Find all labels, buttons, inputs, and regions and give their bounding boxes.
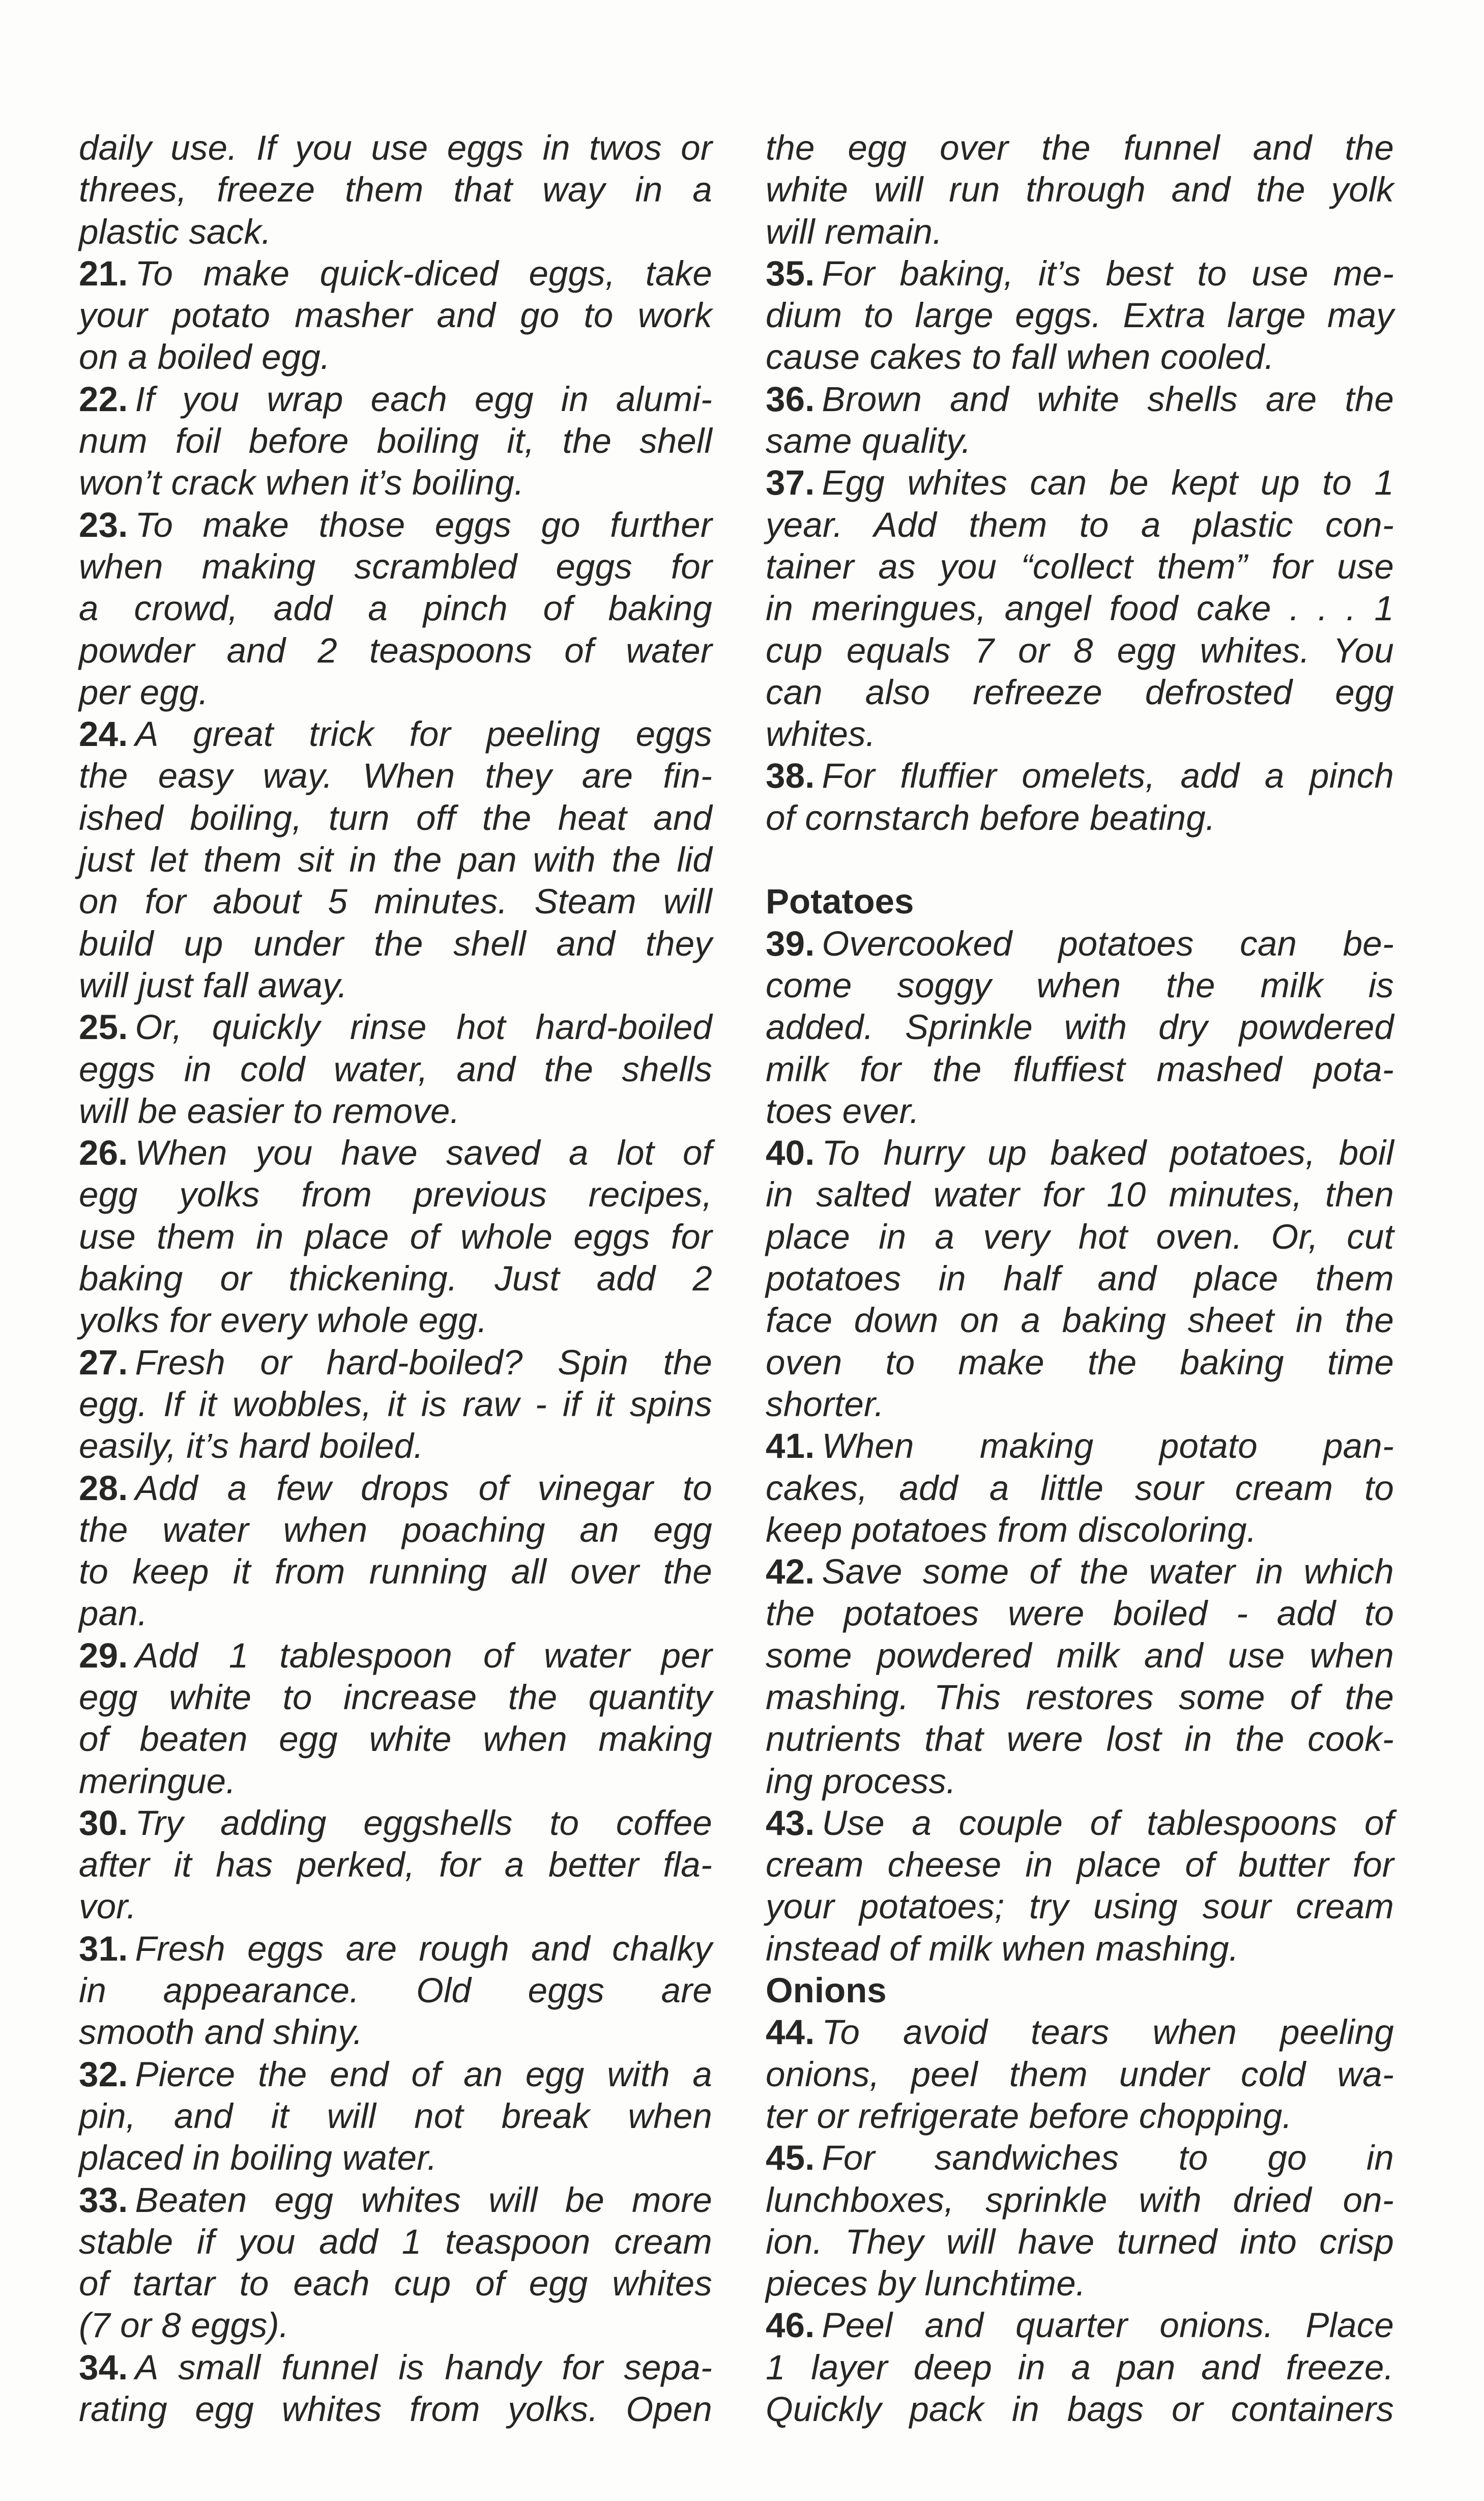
tip-item — [79, 504, 712, 713]
line-text: same quality. — [766, 421, 971, 461]
text-line — [79, 1635, 712, 1677]
text-line — [79, 2389, 712, 2430]
tip-number: 30. — [79, 1803, 128, 1843]
text-line — [79, 1007, 712, 1048]
tip-number: 36. — [766, 379, 815, 419]
tip-number: 31. — [79, 1929, 128, 1968]
text-line — [79, 2011, 712, 2053]
line-text: Egg whites can be kept up to 1 — [822, 463, 1394, 503]
line-text: toes ever. — [766, 1091, 920, 1131]
tip-number: 23. — [79, 505, 128, 544]
continued-text — [766, 127, 1394, 253]
line-text: Brown and white shells are the — [822, 379, 1394, 419]
tip-item — [766, 2011, 1394, 2137]
line-text: after it has perked, for a better fla- — [79, 1845, 712, 1885]
line-text: per egg. — [79, 672, 209, 712]
line-text: When you have saved a lot of — [135, 1133, 712, 1173]
line-text: placed in boiling water. — [79, 2138, 438, 2178]
text-line — [766, 2221, 1394, 2263]
tip-item — [766, 2305, 1394, 2430]
text-line — [79, 1928, 712, 1970]
text-line — [766, 1174, 1394, 1216]
tip-item — [79, 1802, 712, 1928]
text-line — [79, 1886, 712, 1928]
line-text: eggs in cold water, and the shells — [79, 1049, 712, 1089]
text-line — [766, 2137, 1394, 2179]
line-text: Pierce the end of an egg with a — [135, 2054, 712, 2094]
tip-item — [79, 379, 712, 504]
tip-item — [79, 1342, 712, 1468]
tip-number: 29. — [79, 1635, 128, 1675]
line-text: Add 1 tablespoon of water per — [135, 1635, 712, 1675]
text-line — [766, 1425, 1394, 1467]
tip-number: 40. — [766, 1133, 815, 1173]
tip-item — [766, 755, 1394, 839]
text-line — [79, 2263, 712, 2305]
text-line — [79, 1551, 712, 1593]
line-text: white will run through and the yolk — [766, 170, 1394, 210]
text-line — [766, 923, 1394, 965]
line-text: in salted water for 10 minutes, then — [766, 1175, 1394, 1215]
text-line — [79, 1216, 712, 1258]
tip-number: 22. — [79, 379, 128, 419]
text-line — [766, 630, 1394, 672]
text-line — [79, 588, 712, 629]
text-line — [766, 1468, 1394, 1509]
line-text: meringue. — [79, 1761, 236, 1801]
text-line — [79, 462, 712, 504]
tip-item — [79, 1007, 712, 1132]
tip-number: 28. — [79, 1468, 128, 1508]
text-line — [766, 797, 1394, 839]
text-line — [79, 2137, 712, 2179]
text-line — [79, 295, 712, 336]
line-text: will be easier to remove. — [79, 1091, 460, 1131]
line-text: the easy way. When they are fin- — [79, 756, 712, 796]
text-line — [766, 2095, 1394, 2137]
text-line — [766, 2305, 1394, 2346]
line-text: Add a few drops of vinegar to — [135, 1468, 712, 1508]
text-line — [79, 1384, 712, 1425]
tip-number: 39. — [766, 924, 815, 963]
text-line — [766, 965, 1394, 1007]
tip-item — [79, 253, 712, 379]
text-line — [79, 2347, 712, 2389]
text-line — [766, 2347, 1394, 2389]
line-text: onions, peel them under cold wa- — [766, 2054, 1394, 2094]
text-line — [766, 2011, 1394, 2053]
text-line — [79, 1049, 712, 1090]
text-line — [79, 504, 712, 546]
tip-number: 32. — [79, 2054, 128, 2094]
line-text: when making scrambled eggs for — [79, 547, 712, 586]
tip-item — [79, 2054, 712, 2179]
line-text: Fresh or hard-boiled? Spin the — [135, 1342, 712, 1382]
line-text: For fluffier omelets, add a pinch — [822, 756, 1394, 796]
tip-number: 34. — [79, 2347, 128, 2387]
text-line — [766, 1216, 1394, 1258]
text-line — [766, 1844, 1394, 1886]
tip-number: 35. — [766, 253, 815, 293]
tip-item — [766, 1802, 1394, 1970]
text-line — [79, 1174, 712, 1216]
text-line — [79, 546, 712, 588]
line-text: on a boiled egg. — [79, 337, 331, 377]
line-text: Overcooked potatoes can be- — [822, 924, 1394, 963]
text-line — [79, 1844, 712, 1886]
line-text: place in a very hot oven. Or, cut — [766, 1217, 1394, 1256]
text-line — [79, 1300, 712, 1341]
right-column — [766, 127, 1394, 2430]
line-text: stable if you add 1 teaspoon cream — [79, 2222, 712, 2261]
line-text: To avoid tears when peeling — [822, 2013, 1394, 2052]
line-text: Save some of the water in which — [822, 1552, 1394, 1592]
text-line — [79, 211, 712, 253]
section-heading: Potatoes — [766, 882, 914, 922]
tip-item — [766, 379, 1394, 463]
line-text: in appearance. Old eggs are — [79, 1971, 712, 2010]
text-line — [766, 379, 1394, 420]
text-line — [766, 253, 1394, 295]
line-text: powder and 2 teaspoons of water — [79, 630, 712, 670]
text-line — [766, 1007, 1394, 1048]
line-text: For sandwiches to go in — [822, 2138, 1394, 2178]
line-text: ter or refrigerate before chopping. — [766, 2096, 1292, 2136]
tip-number: 37. — [766, 463, 815, 503]
continued-text — [79, 127, 712, 253]
line-text: mashing. This restores some of the — [766, 1677, 1394, 1717]
text-line — [79, 2305, 712, 2346]
text-line — [79, 1468, 712, 1509]
line-text: Beaten egg whites will be more — [135, 2180, 712, 2220]
line-text: Or, quickly rinse hot hard-boiled — [135, 1008, 712, 1047]
line-text: Use a couple of tablespoons of — [822, 1803, 1394, 1843]
text-line — [766, 1593, 1394, 1634]
text-line — [766, 546, 1394, 588]
line-text: cream cheese in place of butter for — [766, 1845, 1394, 1885]
line-text: of cornstarch before beating. — [766, 798, 1216, 838]
text-line — [79, 336, 712, 378]
tip-number: 21. — [79, 253, 128, 293]
text-line — [766, 295, 1394, 336]
text-line — [766, 1718, 1394, 1760]
tip-item — [79, 2179, 712, 2347]
tip-item — [766, 462, 1394, 755]
text-line — [766, 504, 1394, 546]
tip-number: 25. — [79, 1008, 128, 1047]
line-text: ished boiling, turn off the heat and — [79, 798, 712, 838]
text-line — [79, 1802, 712, 1844]
line-text: smooth and shiny. — [79, 2013, 363, 2052]
line-text: pieces by lunchtime. — [766, 2264, 1086, 2304]
line-text: tainer as you “collect them” for use — [766, 547, 1394, 586]
text-line — [766, 1342, 1394, 1384]
line-text: 1 layer deep in a pan and freeze. — [766, 2347, 1394, 2387]
line-text: A great trick for peeling eggs — [135, 714, 712, 754]
text-line — [79, 965, 712, 1007]
text-line — [766, 1761, 1394, 1802]
line-text: instead of milk when mashing. — [766, 1929, 1239, 1968]
text-line — [766, 2179, 1394, 2221]
text-line — [79, 1132, 712, 1174]
line-text: in meringues, angel food cake . . . 1 — [766, 589, 1394, 628]
line-text: to keep it from running all over the — [79, 1552, 712, 1592]
line-text: pan. — [79, 1594, 148, 1633]
text-line — [766, 1928, 1394, 1970]
text-line — [766, 1677, 1394, 1718]
line-text: Try adding eggshells to coffee — [135, 1803, 712, 1843]
tip-item — [79, 1635, 712, 1802]
text-line — [766, 127, 1394, 169]
line-text: will remain. — [766, 212, 943, 251]
text-line — [766, 1802, 1394, 1844]
line-text: won’t crack when it’s boiling. — [79, 463, 525, 503]
text-line — [79, 127, 712, 169]
text-line — [79, 1677, 712, 1718]
tip-number: 44. — [766, 2013, 815, 2052]
text-line — [766, 1300, 1394, 1341]
line-text: will just fall away. — [79, 965, 348, 1005]
text-line — [79, 672, 712, 713]
line-text: your potato masher and go to work — [79, 296, 712, 335]
text-line — [766, 1132, 1394, 1174]
text-line — [79, 1593, 712, 1634]
line-text: added. Sprinkle with dry powdered — [766, 1008, 1394, 1047]
line-text: cause cakes to fall when cooled. — [766, 337, 1274, 377]
text-line — [79, 1090, 712, 1132]
text-line — [766, 169, 1394, 211]
text-line — [79, 630, 712, 672]
line-text: the water when poaching an egg — [79, 1510, 712, 1549]
text-line — [766, 1886, 1394, 1928]
line-text: face down on a baking sheet in the — [766, 1301, 1394, 1340]
line-text: If you wrap each egg in alumi- — [135, 379, 712, 419]
line-text: cakes, add a little sour cream to — [766, 1468, 1394, 1508]
tip-number: 41. — [766, 1426, 815, 1466]
line-text: use them in place of whole eggs for — [79, 1217, 712, 1256]
line-text: potatoes in half and place them — [766, 1259, 1394, 1299]
tip-number: 27. — [79, 1342, 128, 1382]
text-line — [79, 755, 712, 797]
text-line — [79, 713, 712, 755]
line-text: When making potato pan- — [822, 1426, 1394, 1466]
line-text: pin, and it will not break when — [79, 2096, 712, 2136]
text-line — [79, 2095, 712, 2137]
text-line — [79, 797, 712, 839]
line-text: egg yolks from previous recipes, — [79, 1175, 712, 1215]
line-text: the egg over the funnel and the — [766, 128, 1394, 167]
text-line — [766, 588, 1394, 629]
line-text: keep potatoes from discoloring. — [766, 1510, 1257, 1549]
text-line — [766, 211, 1394, 253]
text-line — [79, 1258, 712, 1300]
text-line — [79, 379, 712, 420]
line-text: daily use. If you use eggs in twos or — [79, 128, 712, 167]
tip-item — [766, 253, 1394, 379]
text-line — [766, 1384, 1394, 1425]
text-line — [79, 923, 712, 965]
text-line — [79, 2221, 712, 2263]
tip-item — [79, 1928, 712, 2054]
line-text: To make quick-diced eggs, take — [135, 253, 712, 293]
line-text: oven to make the baking time — [766, 1342, 1394, 1382]
line-text: of beaten egg white when making — [79, 1719, 712, 1759]
line-text: milk for the fluffiest mashed pota- — [766, 1049, 1394, 1089]
line-text: lunchboxes, sprinkle with dried on- — [766, 2180, 1394, 2220]
line-text: of tartar to each cup of egg whites — [79, 2264, 712, 2304]
line-text: ion. They will have turned into crisp — [766, 2222, 1394, 2261]
text-line — [79, 1342, 712, 1384]
text-line — [766, 2389, 1394, 2430]
line-text: vor. — [79, 1887, 137, 1927]
line-text: some powdered milk and use when — [766, 1635, 1394, 1675]
tip-number: 38. — [766, 756, 815, 796]
line-text: easily, it’s hard boiled. — [79, 1426, 424, 1466]
line-text: can also refreeze defrosted egg — [766, 672, 1394, 712]
tip-item — [79, 1468, 712, 1635]
text-line — [79, 1509, 712, 1551]
blank-line — [766, 839, 1394, 881]
text-line — [79, 1970, 712, 2011]
text-line — [79, 1761, 712, 1802]
line-text: Quickly pack in bags or containers — [766, 2390, 1394, 2429]
text-line — [79, 839, 712, 881]
text-line — [79, 1718, 712, 1760]
text-line — [766, 1258, 1394, 1300]
tip-number: 42. — [766, 1552, 815, 1592]
line-text: Fresh eggs are rough and chalky — [135, 1929, 712, 1968]
line-text: cup equals 7 or 8 egg whites. You — [766, 630, 1394, 670]
line-text: the potatoes were boiled - add to — [766, 1594, 1394, 1633]
line-text: build up under the shell and they — [79, 924, 712, 963]
text-line — [766, 2263, 1394, 2305]
line-text: year. Add them to a plastic con- — [766, 505, 1394, 544]
line-text: baking or thickening. Just add 2 — [79, 1259, 712, 1299]
line-text: rating egg whites from yolks. Open — [79, 2390, 712, 2429]
line-text: To make those eggs go further — [135, 505, 712, 544]
tip-item — [766, 1425, 1394, 1551]
tip-number: 45. — [766, 2138, 815, 2178]
text-line — [79, 420, 712, 462]
tip-number: 43. — [766, 1803, 815, 1843]
text-line — [766, 672, 1394, 713]
line-text: ing process. — [766, 1761, 956, 1801]
tip-item — [766, 923, 1394, 1132]
text-line — [766, 462, 1394, 504]
text-line — [79, 2179, 712, 2221]
tip-number: 46. — [766, 2306, 815, 2345]
text-line — [766, 420, 1394, 462]
tip-item — [79, 2347, 712, 2431]
text-line — [766, 755, 1394, 797]
text-line — [766, 1635, 1394, 1677]
left-column — [79, 127, 712, 2430]
text-line — [766, 1049, 1394, 1090]
line-text: egg white to increase the quantity — [79, 1677, 712, 1717]
text-line — [79, 1425, 712, 1467]
line-text: a crowd, add a pinch of baking — [79, 589, 712, 628]
tip-number: 26. — [79, 1133, 128, 1173]
text-line — [766, 1090, 1394, 1132]
tip-item — [766, 1132, 1394, 1425]
line-text: egg. If it wobbles, it is raw - if it spins — [79, 1384, 712, 1424]
line-text: threes, freeze them that way in a — [79, 170, 712, 210]
line-text: Peel and quarter onions. Place — [822, 2306, 1394, 2345]
line-text: num foil before boiling it, the shell — [79, 421, 712, 461]
line-text: To hurry up baked potatoes, boil — [822, 1133, 1394, 1173]
text-line — [79, 169, 712, 211]
line-text: plastic sack. — [79, 212, 272, 251]
text-line — [79, 253, 712, 295]
line-text: A small funnel is handy for sepa- — [135, 2347, 712, 2387]
line-text: come soggy when the milk is — [766, 965, 1394, 1005]
line-text: on for about 5 minutes. Steam will — [79, 882, 712, 922]
line-text: yolks for every whole egg. — [79, 1301, 487, 1340]
line-text: For baking, it’s best to use me- — [822, 253, 1394, 293]
line-text: just let them sit in the pan with the lid — [79, 840, 712, 880]
tip-number: 24. — [79, 714, 128, 754]
text-line — [766, 2054, 1394, 2095]
text-line — [766, 336, 1394, 378]
text-line — [79, 881, 712, 923]
line-text: (7 or 8 eggs). — [79, 2306, 289, 2345]
tip-item — [79, 1132, 712, 1341]
tip-item — [766, 1551, 1394, 1802]
text-line — [766, 713, 1394, 755]
line-text: dium to large eggs. Extra large may — [766, 296, 1394, 335]
text-line — [79, 2054, 712, 2095]
line-text: shorter. — [766, 1384, 884, 1424]
tip-number: 33. — [79, 2180, 128, 2220]
text-line — [766, 1509, 1394, 1551]
section-heading: Onions — [766, 1971, 887, 2010]
text-line — [766, 1551, 1394, 1593]
tip-item — [766, 2137, 1394, 2305]
line-text: nutrients that were lost in the cook- — [766, 1719, 1394, 1759]
line-text: whites. — [766, 714, 876, 754]
tip-item — [79, 713, 712, 1007]
line-text: your potatoes; try using sour cream — [766, 1887, 1394, 1927]
